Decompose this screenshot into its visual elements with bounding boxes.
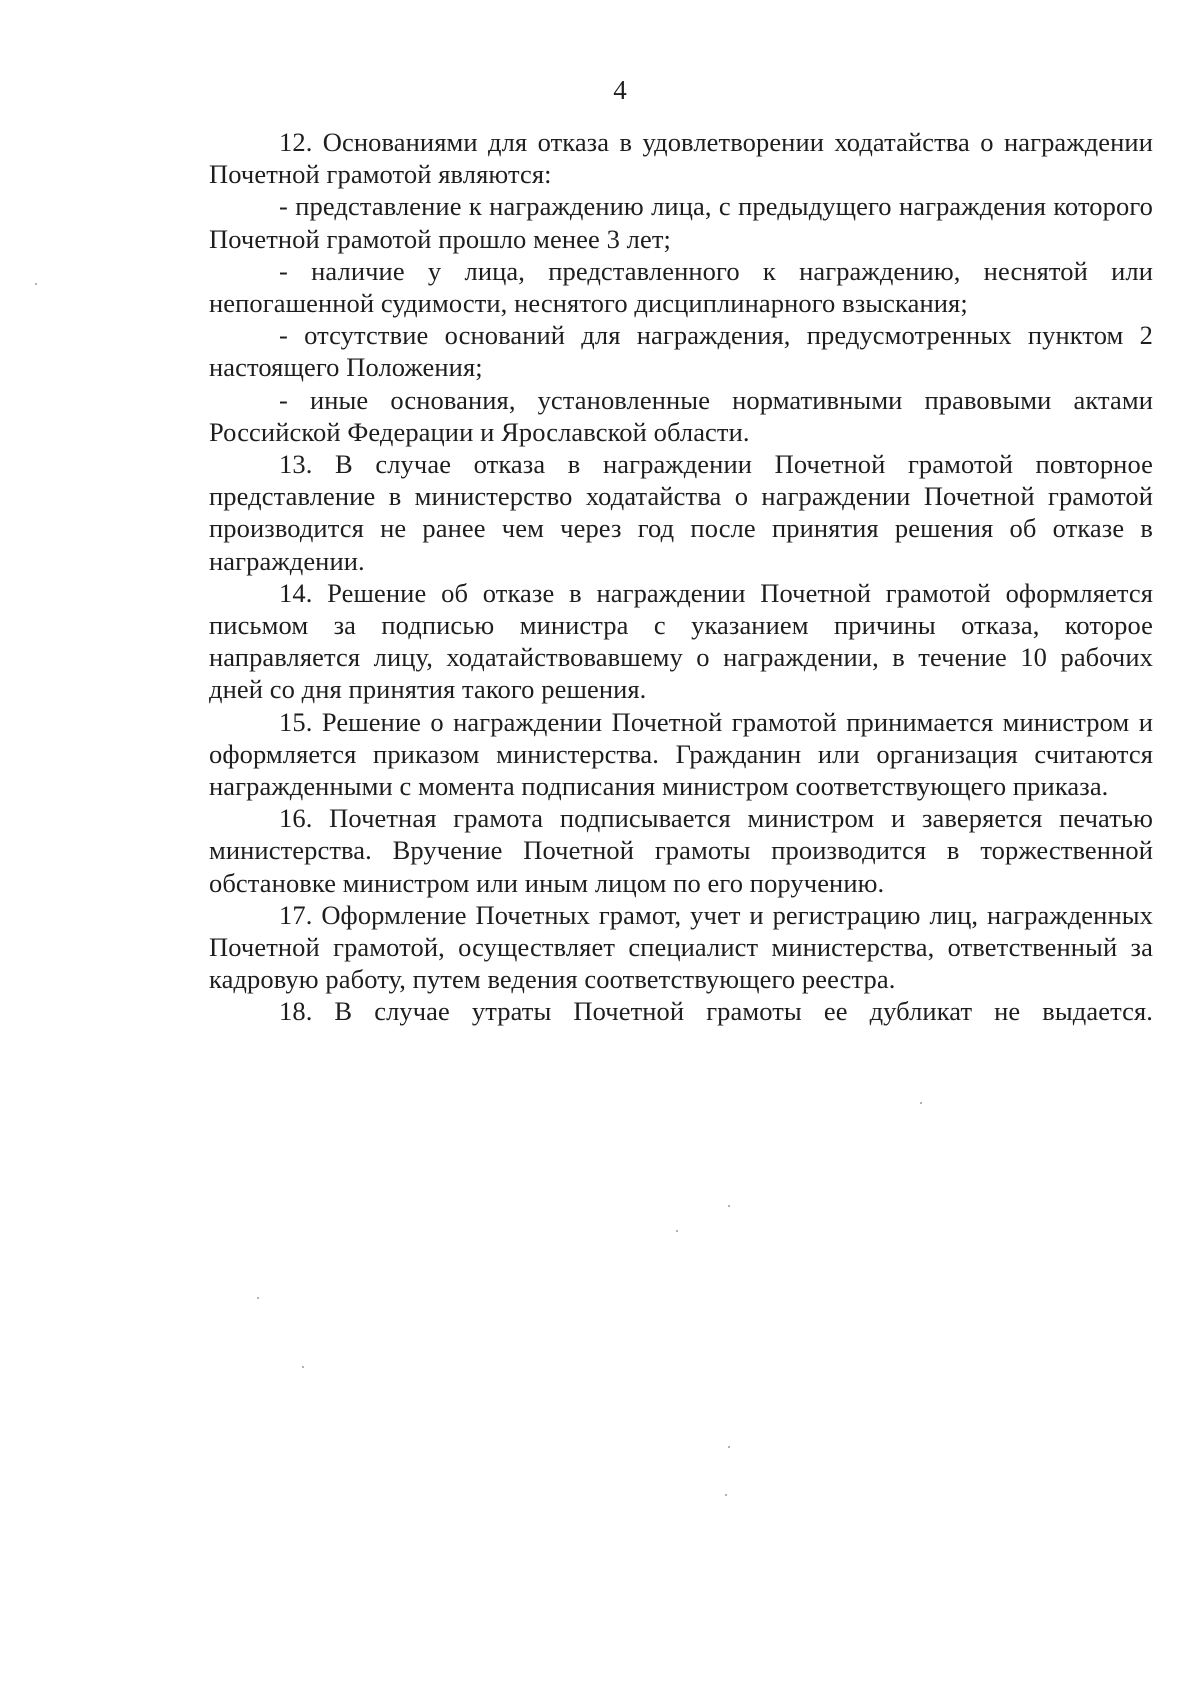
document-body — [209, 126, 1153, 1028]
paragraph-17: 17. Оформление Почетных грамот, учет и регистрацию лиц, награжденных Почетной грамотой, осуществляет специалист министерства, ответственный за кадровую работу, путем ведения соответствующего реестра. — [209, 899, 1153, 995]
paragraph-18: 18. В случае утраты Почетной грамоты ее дубликат не выдается. — [279, 996, 1153, 1027]
paragraph-13: 13. В случае отказа в награждении Почетной грамотой повторное представление в министерство ходатайства о награждении Почетной грамотой производится не ранее чем через год после принятия решения об отказе в награждении. — [209, 449, 1153, 576]
list-item-no-grounds: - отсутствие оснований для награждения, предусмотренных пунктом 2 настоящего Положения; — [209, 320, 1153, 383]
scan-speck — [302, 1366, 304, 1368]
scan-speck — [725, 1494, 727, 1496]
scan-speck — [728, 1446, 730, 1448]
scan-speck — [728, 1205, 730, 1207]
scan-speck — [257, 1297, 259, 1299]
scan-speck — [676, 1230, 678, 1232]
list-item-other-grounds: - иные основания, установленные нормативными правовыми актами Российской Федерации и Ярославской области. — [209, 384, 1153, 447]
paragraph-15: 15. Решение о награждении Почетной грамотой принимается министром и оформляется приказом министерства. Гражданин или организация считаются награжденными с момента подписания министром соответствующего приказа. — [209, 706, 1153, 802]
list-item-criminal-record: - наличие у лица, представленного к награждению, неснятой или непогашенной судимости, неснятого дисциплинарного взыскания; — [209, 255, 1153, 319]
list-item-previous-award: - представление к награждению лица, с предыдущего награждения которого Почетной грамотой прошло менее 3 лет; — [209, 191, 1153, 254]
paragraph-16: 16. Почетная грамота подписывается министром и заверяется печатью министерства. Вручение Почетной грамоты производится в торжественной обстановке министром или иным лицом по его поручению. — [209, 803, 1153, 898]
paragraph-14: 14. Решение об отказе в награждении Почетной грамотой оформляется письмом за подписью министра с указанием причины отказа, которое направляется лицу, ходатайствовавшему о награждении, в течение 10 рабочих дней со дня принятия такого решения. — [209, 577, 1153, 705]
scan-speck — [35, 283, 37, 285]
page-number: 4 — [613, 75, 627, 105]
scan-speck — [920, 1102, 922, 1104]
paragraph-12-intro: 12. Основаниями для отказа в удовлетворении ходатайства о награждении Почетной грамотой являются: — [209, 127, 1153, 190]
